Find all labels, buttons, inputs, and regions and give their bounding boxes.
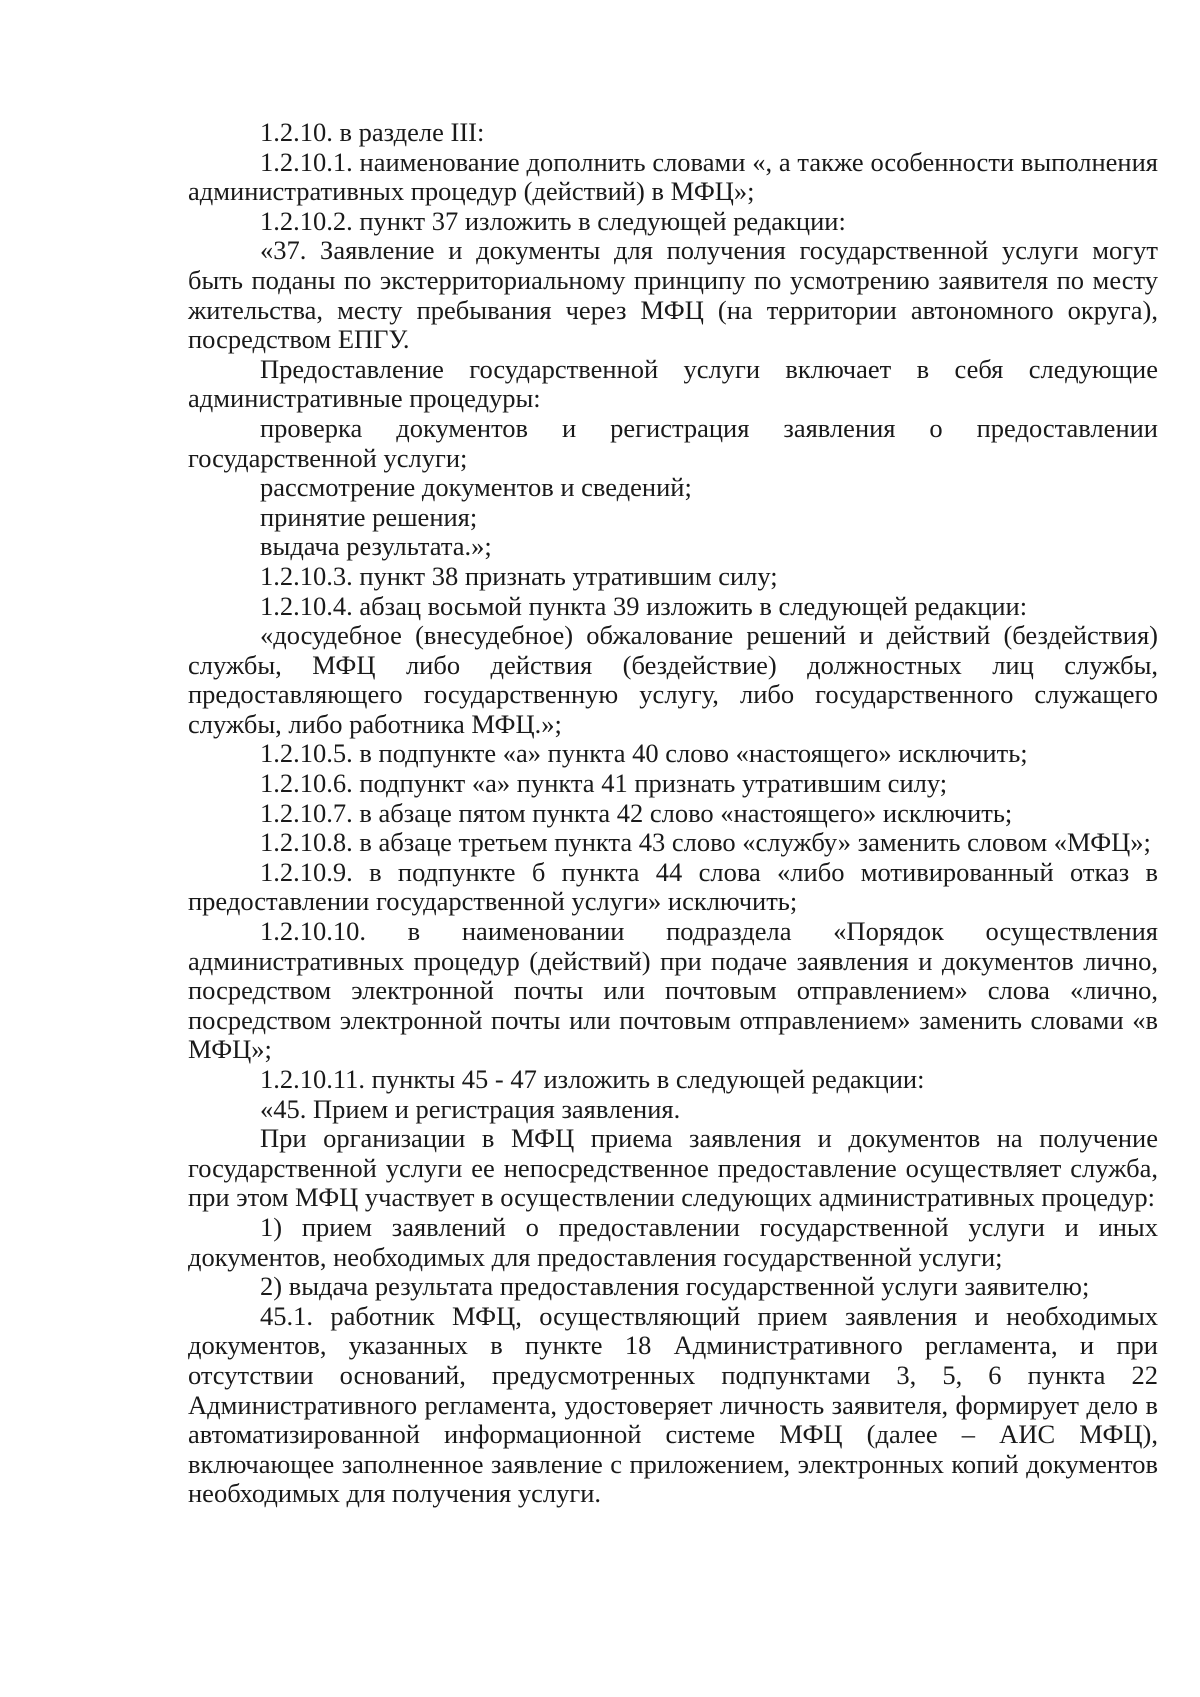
paragraph: 1.2.10. в разделе III:	[260, 117, 485, 147]
paragraph: 1.2.10.2. пункт 37 изложить в следующей редакции:	[260, 205, 846, 236]
paragraph: 1.2.10.3. пункт 38 признать утратившим силу;	[260, 560, 778, 591]
paragraph: 45.1. работник МФЦ, осуществляющий прием заявления и необходимых документов, указанных в пункте 18 Административного регламента, и при отсутствии оснований, предусмотренных подпунктами 3, 5, 6 пункта 22 Административного регламента, удостоверяет личность заявителя, формирует дело в автоматизированной информационной системе МФЦ (далее – АИС МФЦ), включающее заполненное заявление с приложением, электронных копий документов необходимых для получения услуги.	[188, 1300, 1158, 1509]
paragraph: рассмотрение документов и сведений;	[260, 472, 692, 503]
paragraph: «45. Прием и регистрация заявления.	[260, 1093, 681, 1124]
paragraph: 2) выдача результата предоставления государственной услуги заявителю;	[260, 1271, 1090, 1302]
paragraph: При организации в МФЦ приема заявления и документов на получение государственной услуги ее непосредственное предоставление осуществляет служба, при этом МФЦ участвует в осуществлении следующих административных процедур:	[188, 1123, 1158, 1213]
paragraph: 1) прием заявлений о предоставлении государственной услуги и иных документов, необходимых для предоставления государственной услуги;	[188, 1211, 1158, 1272]
paragraph: 1.2.10.9. в подпункте б пункта 44 слова «либо мотивированный отказ в предоставлении государственной услуги» исключить;	[188, 856, 1158, 917]
paragraph: выдача результата.»;	[260, 531, 492, 562]
paragraph: 1.2.10.4. абзац восьмой пункта 39 изложить в следующей редакции:	[260, 590, 1028, 621]
paragraph: принятие решения;	[260, 501, 478, 532]
paragraph: Предоставление государственной услуги включает в себя следующие административные процедуры:	[188, 353, 1158, 414]
paragraph: 1.2.10.5. в подпункте «а» пункта 40 слово «настоящего» исключить;	[260, 738, 1028, 769]
paragraph: 1.2.10.10. в наименовании подраздела «Порядок осуществления административных процедур (действий) при подаче заявления и документов лично, посредством электронной почты или почтовым отправлением» слова «лично, посредством электронной почты или почтовым отправлением» заменить словами «в МФЦ»;	[188, 916, 1158, 1065]
paragraph: «37. Заявление и документы для получения государственной услуги могут быть поданы по экстерриториальному принципу по усмотрению заявителя по месту жительства, месту пребывания через МФЦ (на территории автономного округа), посредством ЕПГУ.	[188, 235, 1158, 355]
paragraph: «досудебное (внесудебное) обжалование решений и действий (бездействия) службы, МФЦ либо действия (бездействие) должностных лиц службы, предоставляющего государственную услугу, либо государственного служащего службы, либо работника МФЦ.»;	[188, 620, 1158, 739]
paragraph: проверка документов и регистрация заявления о предоставлении государственной услуги;	[188, 412, 1158, 473]
document-body	[188, 118, 1158, 1509]
paragraph: 1.2.10.8. в абзаце третьем пункта 43 слово «службу» заменить словом «МФЦ»;	[260, 827, 1151, 858]
paragraph: 1.2.10.11. пункты 45 - 47 изложить в следующей редакции:	[260, 1064, 925, 1094]
paragraph: 1.2.10.6. подпункт «а» пункта 41 признать утратившим силу;	[260, 768, 948, 799]
paragraph: 1.2.10.1. наименование дополнить словами «, а также особенности выполнения административных процедур (действий) в МФЦ»;	[188, 146, 1158, 207]
paragraph: 1.2.10.7. в абзаце пятом пункта 42 слово «настоящего» исключить;	[260, 797, 1013, 828]
